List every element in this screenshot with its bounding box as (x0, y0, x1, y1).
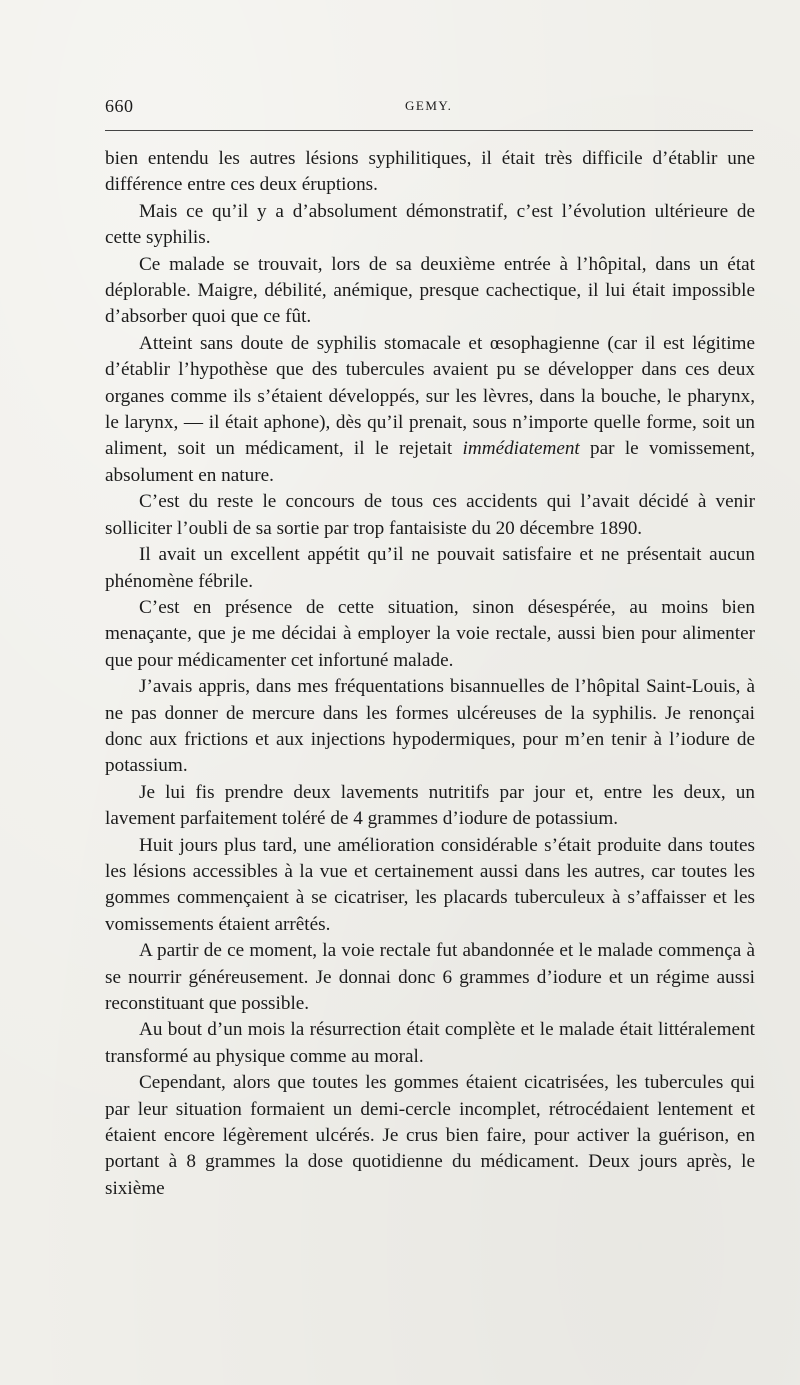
paragraph: C’est en présence de cette situation, sinon désespérée, au moins bien menaçante, que je me décidai à employer la voie rectale, aussi bien pour alimenter que pour médicamenter cet infortuné malade. (105, 596, 755, 671)
paragraph: Ce malade se trouvait, lors de sa deuxième entrée à l’hôpital, dans un état déplorable. Maigre, débilité, anémique, presque cachectique, il lui était impossible d’absorber quoi que ce fût. (105, 253, 755, 328)
paragraph: J’avais appris, dans mes fréquentations bisannuelles de l’hôpital Saint-Louis, à ne pas donner de mercure dans les formes ulcéreuses de la syphilis. Je renonçai donc aux frictions et aux injections hypodermiques, pour m’en tenir à l’iodure de potassium. (105, 676, 755, 777)
paragraph: bien entendu les autres lésions syphilitiques, il était très difficile d’établir une différence entre ces deux éruptions. (105, 148, 755, 196)
page-number: 660 (105, 96, 134, 116)
paragraph: Au bout d’un mois la résurrection était complète et le malade était littéralement transformé au physique comme au moral. (105, 1019, 755, 1067)
running-title: GEMY. (405, 98, 453, 113)
paragraph: Cependant, alors que toutes les gommes étaient cicatrisées, les tubercules qui par leur situation formaient un demi-cercle incomplet, rétrocédaient lentement et étaient encore légèrement ulcérés. Je crus bien faire, pour activer la guérison, en portant à 8 grammes la dose quotidienne du médicament. Deux jours après, le sixième (105, 1072, 755, 1199)
paragraph: Il avait un excellent appétit qu’il ne pouvait satisfaire et ne présentait aucun phénomène fébrile. (105, 544, 755, 592)
paragraph (105, 331, 755, 489)
emphasized-word: immédiatement (462, 438, 580, 460)
header-rule (105, 130, 753, 131)
paragraph-text: Atteint sans doute de syphilis stomacale et œsophagienne (car il est légitime d’établir l’hypothèse que des tubercules avaient pu se développer dans ces deux organes comme ils s’étaient développés, sur les lèvres, dans la bouche, le pharynx, le larynx, — il était aphone), dès qu’il prenait, sous n’importe quelle forme, soit un aliment, soit un médicament, il le rejetait (105, 332, 755, 460)
body-text (105, 146, 755, 1202)
paragraph: Huit jours plus tard, une amélioration considérable s’était produite dans toutes les lésions accessibles à la vue et certainement aussi dans les autres, car toutes les gommes commençaient à se cicatriser, les placards tuberculeux à s’affaisser et les vomissements étaient arrêtés. (105, 834, 755, 935)
paragraph: Mais ce qu’il y a d’absolument démonstratif, c’est l’évolution ultérieure de cette syphilis. (105, 200, 755, 249)
paragraph: C’est du reste le concours de tous ces accidents qui l’avait décidé à venir solliciter l’oubli de sa sortie par trop fantaisiste du 20 décembre 1890. (105, 491, 755, 539)
paragraph-text: par le vomissement, absolument en nature. (105, 438, 755, 486)
paragraph: A partir de ce moment, la voie rectale fut abandonnée et le malade commença à se nourrir généreusement. Je donnai donc 6 grammes d’iodure et un régime aussi reconstituant que possible. (105, 940, 755, 1014)
page-header (105, 96, 755, 120)
paragraph: Je lui fis prendre deux lavements nutritifs par jour et, entre les deux, un lavement parfaitement toléré de 4 grammes d’iodure de potassium. (105, 781, 755, 830)
